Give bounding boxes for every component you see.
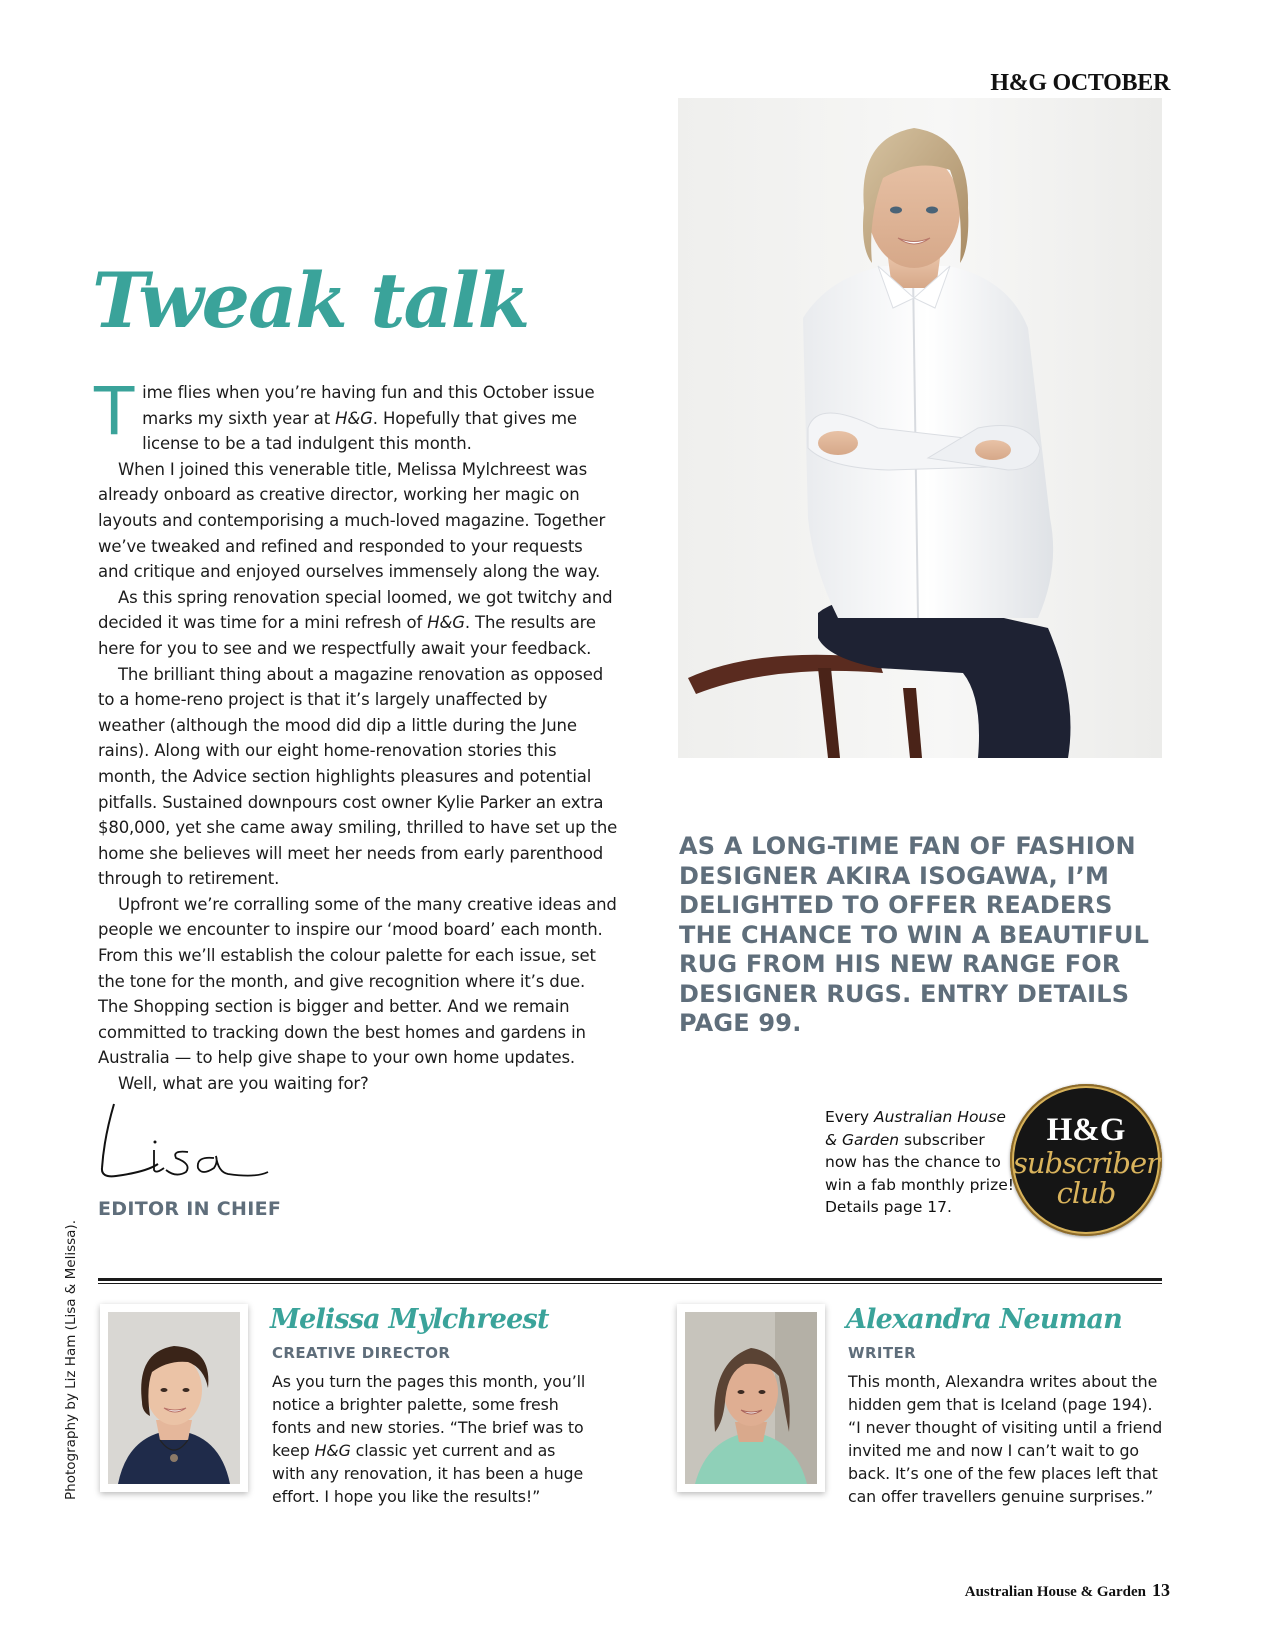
body-paragraph-4: The brilliant thing about a magazine renovation as opposed to a home-reno project is that it’s largely unaffected by weather (although the mood did dip a little during the June rains). Along with our eight home-renovation stories this month, the Advice section highlights pleasures and potential pitfalls. Sustained downpours cost owner Kylie Parker an extra $80,000, yet she came away smiling, thrilled to have set up the home she believes will meet her needs from early parenthood through to retirement. (98, 664, 618, 889)
article-headline: Tweak talk (92, 256, 529, 345)
section-label: H&G OCTOBER (990, 70, 1170, 96)
editor-signature (96, 1098, 286, 1190)
subscriber-club-badge (1010, 1084, 1162, 1236)
contributor-photo-alexandra (677, 1304, 825, 1492)
contributor-blurb: This month, Alexandra writes about the hidden gem that is Iceland (page 194). “I never thought of visiting until a friend invited me and now I can’t wait to go back. It’s one of the few places left that can offer travellers genuine surprises.” (848, 1372, 1163, 1506)
body-paragraph-3: As this spring renovation special loomed, we got twitchy and decided it was time for a mini refresh of H&G. The results are here for you to see and we respectfully await your feedback. (98, 587, 613, 658)
editor-role: EDITOR IN CHIEF (98, 1198, 282, 1220)
body-paragraph-1 (94, 373, 618, 457)
body-paragraph-6: Well, what are you waiting for? (118, 1074, 369, 1094)
body-paragraph-5: Upfront we’re corralling some of the many creative ideas and people we encounter to inspire our ‘mood board’ each month. From this we’ll establish the colour palette for each issue, set the tone for the month, and give recognition where it’s due. The Shopping section is bigger and better. And we remain committed to tracking down the best homes and gardens in Australia — to help give shape to your own home updates. (98, 894, 617, 1068)
contributor-name: Melissa Mylchreest (270, 1304, 549, 1335)
editor-portrait-photo (678, 98, 1162, 758)
contributor-role: CREATIVE DIRECTOR (272, 1344, 451, 1362)
body-paragraph-2: When I joined this venerable title, Melissa Mylchreest was already onboard as creative director, working her magic on layouts and contemporising a much-loved magazine. Together we’ve tweaked and refined and responded to your requests and critique and enjoyed ourselves immensely along the way. (98, 459, 606, 582)
contributor-photo-melissa (100, 1304, 248, 1492)
contributor-role: WRITER (848, 1344, 917, 1362)
page-number: 13 (1152, 1580, 1170, 1600)
contributor-blurb: As you turn the pages this month, you’ll notice a brighter palette, some fresh fonts and new stories. “The brief was to keep H&G classic yet current and as with any renovation, it has been a huge effort. I hope you like the results!” (272, 1372, 586, 1506)
pull-quote: AS A LONG-TIME FAN OF FASHION DESIGNER AKIRA ISOGAWA, I’M DELIGHTED TO OFFER READERS THE CHANCE TO WIN A BEAUTIFUL RUG FROM HIS NEW RANGE FOR DESIGNER RUGS. ENTRY DETAILS PAGE 99. (679, 832, 1150, 1037)
badge-caption: subscriber club (1013, 1146, 1159, 1210)
page-footer (900, 1580, 1170, 1601)
alexandra-portrait-illustration (685, 1312, 817, 1484)
paragraph-1-line-1: ime flies when you’re having fun and this October issue (142, 383, 595, 402)
paragraph-1-line-3: license to be a tad indulgent this month. (142, 434, 472, 454)
melissa-portrait-illustration (108, 1312, 240, 1484)
magazine-name: Australian House & Garden (964, 1584, 1146, 1600)
section-divider (98, 1278, 1162, 1284)
editor-portrait-illustration (678, 98, 1162, 758)
contributor-name: Alexandra Neuman (846, 1304, 1122, 1335)
badge-title: H&G (1046, 1112, 1126, 1148)
article-body (94, 373, 618, 1097)
drop-cap: T (94, 373, 135, 450)
subscriber-club-text: Every Australian House & Garden subscriber now has the chance to win a fab monthly prize! Details page 17. (825, 1108, 1014, 1216)
photo-credit: Photography by Liz Ham (Lisa & Melissa). (63, 1220, 79, 1500)
paragraph-1-line-2: marks my sixth year at H&G. Hopefully that gives me (142, 408, 577, 428)
